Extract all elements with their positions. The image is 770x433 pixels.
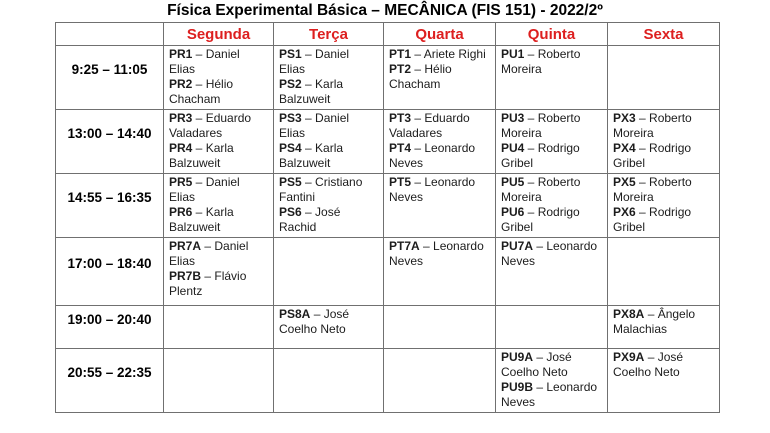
class-code: PU9B [501,380,534,394]
class-entry [279,141,378,171]
teacher-name: Hélio Chacham [169,77,234,106]
class-entry [501,205,602,235]
day-header-terca: Terça [274,23,384,46]
class-code: PR4 [169,141,193,155]
class-entry [501,47,602,77]
class-cell [608,46,720,110]
class-code: PX3 [613,111,636,125]
schedule-row [56,110,720,174]
class-code: PU9A [501,350,534,364]
code-teacher-separator: – [301,47,316,61]
code-teacher-separator: – [635,175,650,189]
class-cell [274,174,384,238]
code-teacher-separator: – [644,307,658,321]
class-code: PR7A [169,239,202,253]
teacher-name: Rodrigo Gribel [501,141,580,170]
code-teacher-separator: – [524,47,538,61]
time-slot: 13:00 – 14:40 [56,110,164,174]
class-cell [608,110,720,174]
code-teacher-separator: – [644,350,658,364]
schedule-row [56,306,720,349]
teacher-name: Daniel Elias [169,175,240,204]
teacher-name: Karla Balzuweit [279,77,344,106]
schedule-body [56,46,720,413]
class-entry [613,205,714,235]
teacher-name: Ângelo Malachias [613,307,696,336]
class-entry [389,62,490,92]
class-entry [169,111,268,141]
class-entry [389,111,490,141]
class-cell [164,238,274,306]
class-cell [274,46,384,110]
class-cell [608,349,720,413]
code-teacher-separator: – [533,380,547,394]
code-teacher-separator: – [635,205,650,219]
code-teacher-separator: – [411,62,425,76]
code-teacher-separator: – [192,205,206,219]
class-cell [164,349,274,413]
code-teacher-separator: – [419,239,434,253]
teacher-name: Flávio Plentz [169,269,247,298]
class-entry [501,239,602,269]
class-code: PU5 [501,175,525,189]
class-entry [169,77,268,107]
teacher-name: Roberto Moreira [501,47,581,76]
class-code: PX8A [613,307,645,321]
class-cell [384,110,496,174]
class-entry [501,380,602,410]
teacher-name: Rodrigo Gribel [501,205,580,234]
teacher-name: José Rachid [279,205,341,234]
class-cell [274,110,384,174]
teacher-name: Karla Balzuweit [169,141,234,170]
class-entry [389,47,490,62]
code-teacher-separator: – [524,175,538,189]
class-code: PR2 [169,77,193,91]
day-header-sexta: Sexta [608,23,720,46]
teacher-name: Roberto Moreira [613,111,692,140]
class-entry [613,141,714,171]
class-cell [164,46,274,110]
code-teacher-separator: – [411,47,424,61]
time-slot: 17:00 – 18:40 [56,238,164,306]
code-teacher-separator: – [301,141,316,155]
code-teacher-separator: – [192,47,206,61]
teacher-name: Roberto Moreira [501,111,581,140]
class-code: PX9A [613,350,645,364]
class-cell [164,174,274,238]
class-entry [279,205,378,235]
class-entry [389,175,490,205]
class-entry [279,111,378,141]
time-slot: 9:25 – 11:05 [56,46,164,110]
teacher-name: José Coelho Neto [279,307,350,336]
class-code: PT4 [389,141,412,155]
class-cell [384,46,496,110]
teacher-name: Hélio Chacham [389,62,452,91]
code-teacher-separator: – [635,111,650,125]
class-code: PR3 [169,111,193,125]
teacher-name: Roberto Moreira [613,175,692,204]
class-entry [613,111,714,141]
teacher-name: Leonardo Neves [389,175,476,204]
schedule-row [56,46,720,110]
code-teacher-separator: – [533,350,547,364]
class-cell [496,238,608,306]
code-teacher-separator: – [301,205,316,219]
schedule-row [56,349,720,413]
class-code: PS2 [279,77,302,91]
class-entry [279,77,378,107]
schedule-table [55,22,720,413]
class-entry [169,239,268,269]
code-teacher-separator: – [524,111,538,125]
code-teacher-separator: – [301,111,316,125]
class-code: PS6 [279,205,302,219]
teacher-name: Leonardo Neves [501,239,598,268]
code-teacher-separator: – [201,269,215,283]
class-entry [501,175,602,205]
class-entry [169,205,268,235]
code-teacher-separator: – [192,141,206,155]
class-cell [274,349,384,413]
class-entry [501,141,602,171]
teacher-name: Leonardo Neves [389,141,476,170]
code-teacher-separator: – [411,111,425,125]
code-teacher-separator: – [635,141,650,155]
class-code: PR1 [169,47,193,61]
class-code: PT3 [389,111,412,125]
teacher-name: Leonardo Neves [389,239,484,268]
class-cell [384,238,496,306]
teacher-name: Rodrigo Gribel [613,205,692,234]
class-cell [608,306,720,349]
class-entry [501,350,602,380]
class-cell [384,306,496,349]
teacher-name: José Coelho Neto [501,350,572,379]
class-cell [274,238,384,306]
class-entry [501,111,602,141]
class-cell [496,349,608,413]
class-code: PU6 [501,205,525,219]
class-cell [164,110,274,174]
class-code: PX5 [613,175,636,189]
teacher-name: Karla Balzuweit [279,141,344,170]
teacher-name: Cristiano Fantini [279,175,363,204]
class-code: PX4 [613,141,636,155]
day-header-quinta: Quinta [496,23,608,46]
teacher-name: Eduardo Valadares [389,111,470,140]
class-entry [279,175,378,205]
class-entry [613,350,714,380]
code-teacher-separator: – [533,239,547,253]
time-slot: 14:55 – 16:35 [56,174,164,238]
day-header-row [56,23,720,46]
class-cell [608,174,720,238]
class-entry [169,269,268,299]
code-teacher-separator: – [524,141,538,155]
teacher-name: Leonardo Neves [501,380,598,409]
code-teacher-separator: – [192,77,206,91]
class-cell [164,306,274,349]
class-code: PX6 [613,205,636,219]
class-code: PR7B [169,269,202,283]
class-cell [384,174,496,238]
schedule-row [56,238,720,306]
class-entry [169,141,268,171]
teacher-name: Eduardo Valadares [169,111,252,140]
page-title: Física Experimental Básica – MECÂNICA (FIS 151) - 2022/2º [167,2,603,19]
class-cell [274,306,384,349]
class-entry [613,307,714,337]
class-entry [279,307,378,337]
class-entry [389,239,490,269]
class-code: PS1 [279,47,302,61]
teacher-name: Ariete Righi [423,47,486,61]
class-code: PS5 [279,175,302,189]
code-teacher-separator: – [201,239,215,253]
class-code: PT5 [389,175,412,189]
class-code: PR6 [169,205,193,219]
class-entry [169,175,268,205]
class-cell [608,238,720,306]
code-teacher-separator: – [524,205,538,219]
class-cell [496,110,608,174]
code-teacher-separator: – [301,77,316,91]
teacher-name: Karla Balzuweit [169,205,234,234]
teacher-name: Daniel Elias [279,47,350,76]
teacher-name: Rodrigo Gribel [613,141,692,170]
class-cell [496,306,608,349]
class-entry [389,141,490,171]
code-teacher-separator: – [301,175,316,189]
class-code: PS4 [279,141,302,155]
class-code: PT1 [389,47,412,61]
code-teacher-separator: – [192,175,206,189]
teacher-name: Daniel Elias [169,47,240,76]
class-code: PS3 [279,111,302,125]
corner-cell [56,23,164,46]
class-code: PU3 [501,111,525,125]
time-slot: 19:00 – 20:40 [56,306,164,349]
class-entry [279,47,378,77]
day-header-quarta: Quarta [384,23,496,46]
teacher-name: Daniel Elias [169,239,249,268]
class-code: PU7A [501,239,534,253]
class-code: PU1 [501,47,525,61]
class-code: PT7A [389,239,420,253]
class-entry [169,47,268,77]
class-cell [496,174,608,238]
class-cell [384,349,496,413]
class-code: PU4 [501,141,525,155]
class-cell [496,46,608,110]
class-code: PT2 [389,62,412,76]
class-code: PS8A [279,307,311,321]
code-teacher-separator: – [192,111,206,125]
time-slot: 20:55 – 22:35 [56,349,164,413]
class-code: PR5 [169,175,193,189]
teacher-name: José Coelho Neto [613,350,684,379]
code-teacher-separator: – [411,141,425,155]
day-header-segunda: Segunda [164,23,274,46]
code-teacher-separator: – [310,307,324,321]
schedule-row [56,174,720,238]
class-entry [613,175,714,205]
teacher-name: Daniel Elias [279,111,350,140]
code-teacher-separator: – [411,175,425,189]
teacher-name: Roberto Moreira [501,175,581,204]
